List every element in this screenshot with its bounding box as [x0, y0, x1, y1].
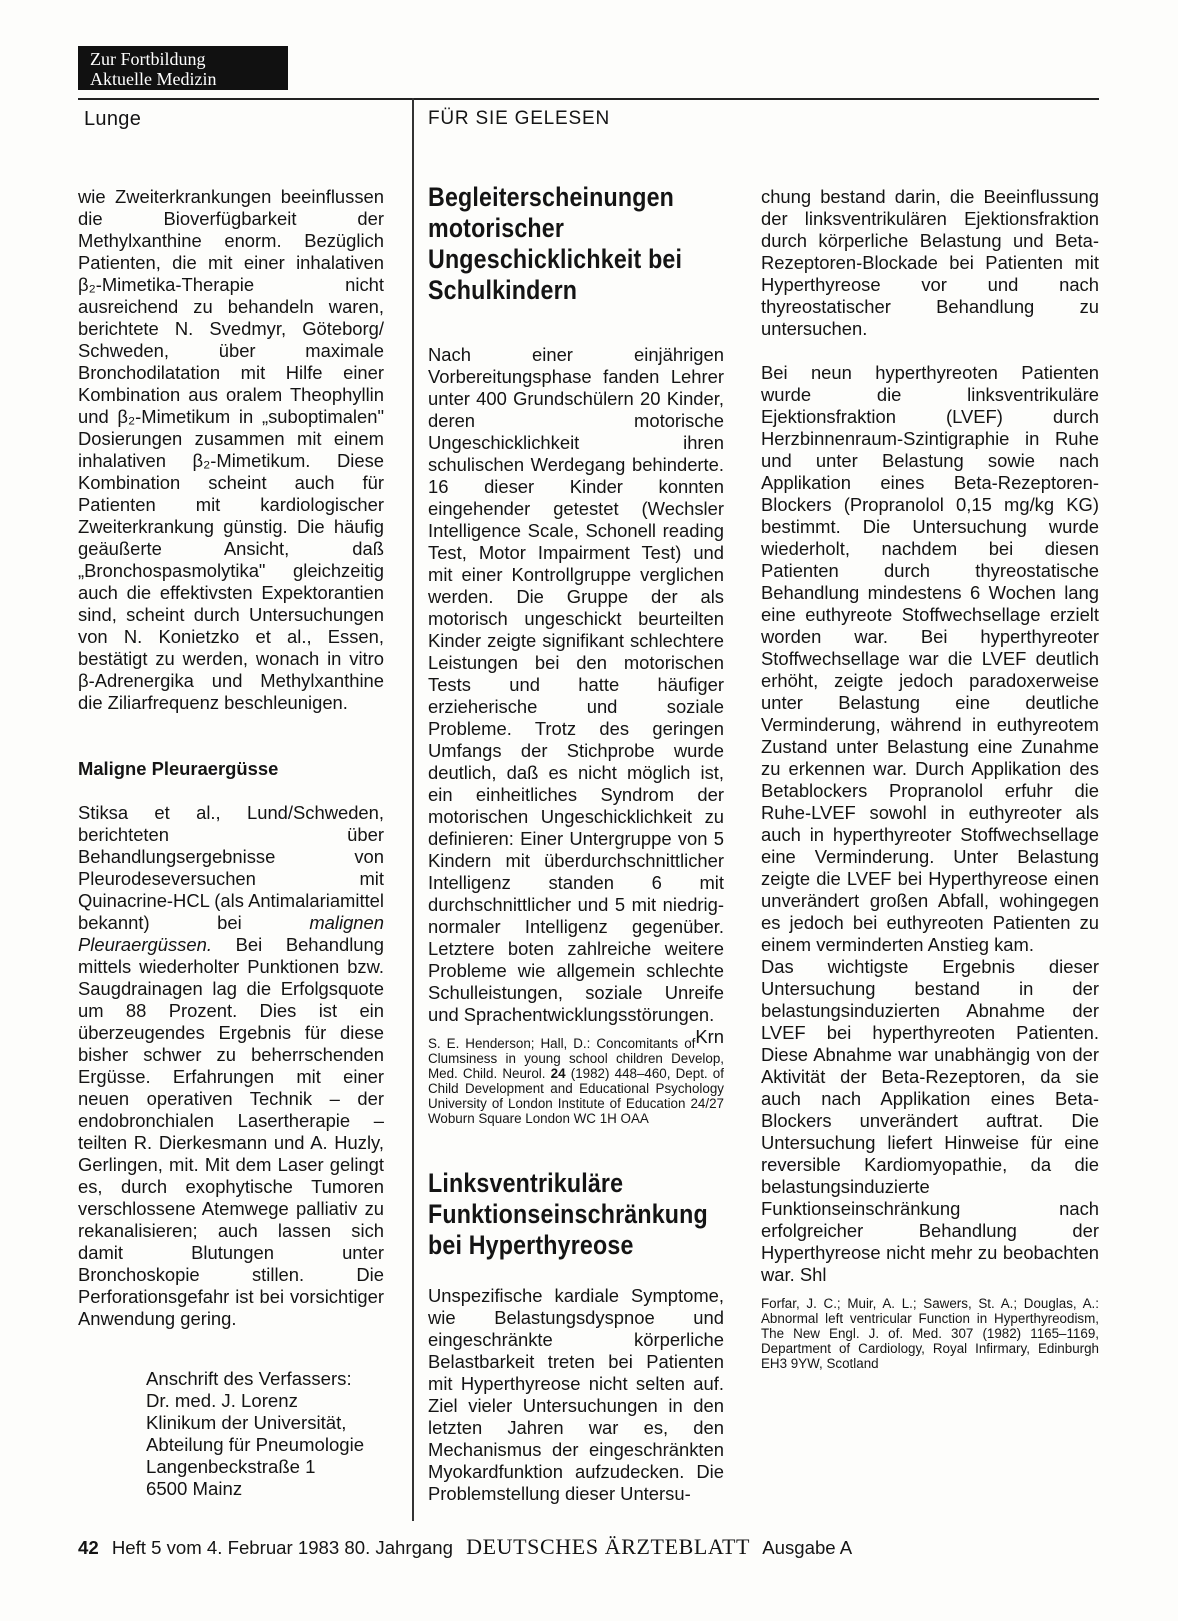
- page-footer: [78, 1534, 852, 1560]
- article-1-headline: Begleiterscheinungen motorischer Ungeschicklichkeit bei Schulkindern: [428, 182, 683, 305]
- masthead-line-1: Zur Fortbildung: [90, 49, 206, 69]
- edition: Ausgabe A: [762, 1537, 853, 1558]
- para2-start: Stiksa et al., Lund/Schweden, berichteten über Behandlungsergebnisse von Pleurodeseversuchen mit Quinacrine-HCL (als Antimalariamittel bekannt) bei: [78, 802, 384, 933]
- lung-paragraph-2: [78, 802, 384, 1330]
- article-2-para-2: Bei neun hyperthyreoten Patienten wurde die linksventrikuläre Ejektionsfraktion (LVEF) durch Herzbinnenraum-Szintigraphie in Ruhe und unter Belastung sowie nach Applikation eines Beta-Rezeptoren-Blockers (Propranolol 0,15 mg/kg KG) bestimmt. Die Untersuchung wurde wiederholt, nachdem bei diesen Patienten durch thyreostatische Behandlung mindestens 6 Wochen lang eine euthyreote Stoffwechsellage erzielt worden war. Bei hyperthyreoter Stoffwechsellage war die LVEF deutlich erhöht, zeigte jedoch paradoxerweise unter Belastung eine deutliche Verminderung, während in euthyreotem Zustand unter Belastung eine Zunahme zu erkennen war. Durch Applikation des Betablockers Propranolol erfuhr die Ruhe-LVEF sowohl in euthyreoter als auch in hyperthyreoter Stoffwechsellage eine Verminderung. Unter Belastung zeigte die LVEF bei Hyperthyreose einen unverändert großen Abfall, wohingegen es jedoch bei euthyreoten Patienten zu einem verminderten Anstieg kam.: [761, 362, 1099, 955]
- top-rule: [78, 98, 1099, 100]
- article-1-text: Nach einer einjährigen Vorbereitungsphase fanden Lehrer unter 400 Grundschülern 20 Kinder, deren motorische Ungeschicklichkeit ihren schulischen Werdegang behinderte. 16 dieser Kinder konnten eingehender getestet (Wechsler Intelligence Scale, Schonell reading Test, Motor Impairment Test) und mit einer Kontrollgruppe verglichen werden. Die Gruppe der als motorisch ungeschickt beurteilten Kinder zeigte signifikant schlechtere Leistungen bei den motorischen Tests und hatte häufiger erzieherische und soziale Probleme. Trotz des geringen Umfangs der Stichprobe wurde deutlich, daß es nicht möglich ist, ein einheitliches Syndrom der motorischen Ungeschicklichkeit zu definieren: Einer Untergruppe von 5 Kindern mit überdurchschnittlicher Intelligenz standen 6 mit durchschnittlicher und 5 mit niedrig-normaler Intelligenz gegenüber. Letztere boten zahlreiche weitere Probleme wie allgemein schlechte Schulleistungen, soziale Unreife und Sprachentwicklungsstörungen.: [428, 344, 724, 1025]
- author-address: [146, 1368, 384, 1500]
- article-2-body-start: Unspezifische kardiale Symptome, wie Belastungsdyspnoe und eingeschränkte körperliche Belastbarkeit treten bei Patienten mit Hyperthyreose nicht selten auf. Ziel vieler Untersuchungen in den letzten Jahren war es, den Mechanismus der eingeschränkten Myokardfunktion aufzudecken. Die Problemstellung dieser Untersu-: [428, 1285, 724, 1504]
- article-1-signature: Krn: [695, 1026, 724, 1047]
- page-number: 42: [78, 1537, 99, 1558]
- article-1-body: [428, 344, 724, 1047]
- para2-italic: malignen Pleuraergüssen.: [78, 912, 384, 955]
- section-label-left: Lunge: [84, 108, 142, 130]
- address-line: 6500 Mainz: [146, 1478, 243, 1499]
- article-2-para-3: [761, 956, 1099, 1286]
- address-line: Langenbeckstraße 1: [146, 1456, 316, 1477]
- subheading-pleura: Maligne Pleuraergüsse: [78, 758, 279, 779]
- lung-paragraph-1: wie Zweiterkrankungen beeinflussen die Bioverfügbarkeit der Methylxanthine enorm. Bezüglich Patienten, die mit einer inhalativen β₂-Mimetika-Therapie nicht ausreichend zu behandeln waren, berichtete N. Svedmyr, Göteborg/ Schweden, über maximale Bronchodilatation mit Hilfe einer Kombination aus oralem Theophyllin und β₂-Mimetikum in „suboptimalen" Dosierungen zusammen mit einem inhalativen β₂-Mimetikum. Diese Kombination scheint auch für Patienten mit kardiologischer Zweiterkrankung günstig. Die häufig geäußerte Ansicht, daß „Bronchospasmolytika" gleichzeitig auch die effektivsten Expektorantien sind, scheint durch Untersuchungen von N. Konietzko et al., Essen, bestätigt zu werden, wonach in vitro β-Adrenergika und Methylxanthine die Ziliarfrequenz beschleunigen.: [78, 186, 384, 713]
- ref-1-start: S. E. Henderson; Hall, D.: Concomitants of Clumsiness in young school children Develop, Med. Child. Neurol.: [428, 1036, 724, 1081]
- article-2-text: Das wichtigste Ergebnis dieser Untersuchung bestand in der belastungsinduzierten Abnahme der LVEF bei hyperthyreoten Patienten. Diese Abnahme war unabhängig von der Aktivität der Beta-Rezeptoren, da sie auch nach Applikation eines Beta-Blockers unverändert auftrat. Die Untersuchung liefert Hinweise für eine reversible Kardiomyopathie, da die belastungsinduzierte Funktionseinschränkung nach erfolgreicher Behandlung der Hyperthyreose nicht mehr zu beobachten war.: [761, 956, 1099, 1285]
- article-1-reference: [428, 1036, 724, 1126]
- para2-end: Bei Behandlung mittels wiederholter Punktionen bzw. Saugdrainagen lag die Erfolgsquote um 88 Prozent. Dies ist ein überzeugendes Ergebnis für diese bisher schwer zu beherrschenden Ergüsse. Erfahrungen mit einer neuen operativen Technik – der endobronchialen Lasertherapie – teilten R. Dierkesmann und A. Huzly, Gerlingen, mit. Mit dem Laser gelingt es, durch exophytische Tumoren verschlossene Atemwege palliativ zu rekanalisieren; auch lassen sich damit Blutungen unter Bronchoskopie stillen. Die Perforationsgefahr ist bei vorsichtiger Anwendung gering.: [78, 934, 384, 1329]
- address-line: Abteilung für Pneumologie: [146, 1434, 365, 1455]
- ref-1-end: (1982) 448–460, Dept. of Child Development and Educational Psychology University of London Institute of Education 24/27 Woburn Square London WC 1H OAA: [428, 1066, 724, 1126]
- column-right: [761, 186, 1099, 1371]
- address-line: Anschrift des Verfassers:: [146, 1368, 352, 1389]
- column-divider: [412, 98, 414, 1521]
- article-2-signature: Shl: [799, 1264, 827, 1285]
- article-2-headline: Linksventrikuläre Funktionseinschränkung bei Hyperthyreose: [428, 1168, 708, 1260]
- section-label-right: FÜR SIE GELESEN: [428, 108, 610, 129]
- issue-info: Heft 5 vom 4. Februar 1983 80. Jahrgang: [111, 1537, 453, 1558]
- address-line: Klinikum der Universität,: [146, 1412, 347, 1433]
- column-middle: [428, 182, 724, 1505]
- article-2-reference: Forfar, J. C.; Muir, A. L.; Sawers, St. A.; Douglas, A.: Abnormal left ventricular Function in Hyperthyreodism, The New Engl. J. of. Med. 307 (1982) 1165–1169, Department of Cardiology, Royal Infirmary, Edinburgh EH3 9YW, Scotland: [761, 1296, 1099, 1371]
- address-line: Dr. med. J. Lorenz: [146, 1390, 298, 1411]
- ref-1-volume: 24: [550, 1066, 566, 1081]
- masthead-line-2: Aktuelle Medizin: [90, 69, 217, 89]
- journal-name: DEUTSCHES ÄRZTEBLATT: [466, 1534, 751, 1559]
- column-left: [78, 186, 384, 1500]
- article-2-para-1: chung bestand darin, die Beeinflussung der linksventrikulären Ejektionsfraktion durch körperliche Belastung und Beta-Rezeptoren-Blockade bei Patienten mit Hyperthyreose vor und nach thyreostatischer Behandlung zu untersuchen.: [761, 186, 1099, 339]
- masthead: [78, 46, 288, 90]
